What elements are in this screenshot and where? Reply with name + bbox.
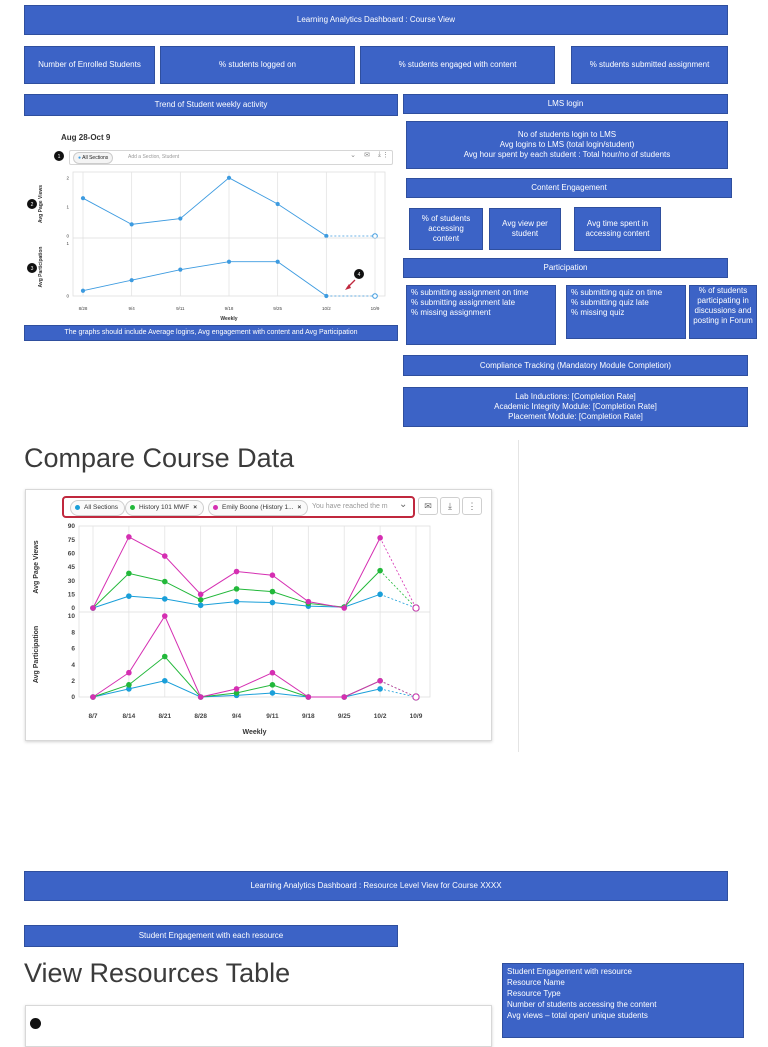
resources-table-title: View Resources Table (24, 958, 291, 988)
data-point (234, 686, 240, 692)
step-marker-label: 2 (30, 202, 34, 208)
data-point (126, 670, 132, 676)
data-point (234, 569, 240, 575)
y-tick-label: 90 (67, 523, 75, 531)
step-marker-label: 4 (357, 272, 361, 278)
assignment-line: % missing assignment (411, 308, 491, 317)
quiz-line: % submitting quiz late (571, 298, 649, 307)
y-tick-label: 8 (71, 629, 75, 637)
section-search-placeholder: Add a Section, Student (128, 154, 180, 160)
avg-view-label: Avg view per student (502, 219, 548, 238)
series-line (83, 262, 326, 296)
mail-icon[interactable]: ✉ (364, 152, 370, 159)
data-point (270, 589, 276, 595)
step-marker-label: 1 (57, 154, 61, 160)
compare-chart-card (25, 489, 492, 741)
chevron-down-icon[interactable]: ⌄ (350, 152, 356, 159)
data-point (81, 289, 85, 293)
mail-icon[interactable]: ✉ (418, 497, 438, 515)
x-tick-label: 9/4 (128, 306, 135, 311)
participation-header (403, 258, 728, 278)
x-tick-label: 10/2 (373, 713, 387, 720)
quiz-line: % submitting quiz on time (571, 288, 663, 297)
resource-list-item: Resource Type (507, 989, 561, 998)
y-axis-label: Avg Page Views (33, 540, 40, 594)
y-tick-label: 0 (71, 694, 75, 702)
more-options-icon[interactable]: ⋮ (462, 497, 482, 515)
dashboard-header (24, 5, 728, 35)
data-point (270, 690, 276, 696)
metric-engaged-label: % students engaged with content (398, 60, 517, 69)
assignment-line: % submitting assignment on time (411, 288, 529, 297)
data-point (270, 572, 276, 578)
y-tick-label: 0 (71, 605, 75, 613)
data-point (130, 222, 134, 226)
compliance-line: Lab Inductions: [Completion Rate] (515, 392, 636, 401)
data-point (377, 568, 383, 574)
x-tick-label: 8/14 (122, 713, 136, 720)
compliance-label: Compliance Tracking (Mandatory Module Completion) (479, 360, 672, 370)
x-tick-label: 10/2 (321, 306, 331, 311)
compare-course-title: Compare Course Data (24, 443, 295, 473)
participation-label: Participation (543, 263, 588, 272)
trend-label-text: Trend of Student weekly activity (154, 100, 268, 109)
x-tick-label: 10/9 (370, 306, 380, 311)
data-point (234, 599, 240, 605)
data-point (306, 694, 312, 700)
y-tick-label: 30 (67, 577, 75, 585)
projected-point (413, 694, 419, 700)
compliance-line: Placement Module: [Completion Rate] (508, 412, 643, 421)
data-point (270, 682, 276, 688)
projection-line (380, 594, 416, 608)
projection-line (380, 538, 416, 608)
content-engagement-header (406, 178, 732, 198)
resources-table-card (25, 1005, 492, 1047)
data-point (162, 613, 168, 619)
content-access-label: % of students accessing content (421, 214, 471, 243)
compare-search-placeholder: You have reached the m (312, 503, 388, 510)
compliance-details (403, 387, 748, 427)
x-axis-label: Weekly (220, 316, 238, 322)
y-tick-label: 1 (66, 240, 69, 246)
assignment-line: % submitting assignment late (411, 298, 516, 307)
data-point (198, 592, 204, 598)
y-tick-label: 0 (66, 293, 69, 299)
quiz-line: % missing quiz (571, 308, 625, 317)
data-point (162, 678, 168, 684)
resource-list-item: Number of students accessing the content (507, 1000, 657, 1009)
data-point (126, 534, 132, 540)
avg-view-box (489, 208, 561, 250)
projected-point (373, 294, 378, 299)
data-point (90, 605, 96, 611)
y-tick-label: 60 (67, 550, 75, 558)
data-point (178, 268, 182, 272)
lms-login-details (406, 121, 728, 169)
x-tick-label: 9/25 (337, 713, 351, 720)
y-tick-label: 15 (67, 591, 75, 599)
x-tick-label: 9/18 (224, 306, 234, 311)
data-point (270, 670, 276, 676)
student-engagement-text: Student Engagement with each resource (138, 931, 284, 940)
x-tick-label: 8/28 (78, 306, 88, 311)
x-tick-label: 9/18 (302, 713, 315, 720)
x-tick-label: 8/28 (194, 713, 207, 720)
resource-list-item: Avg views – total open/ unique students (507, 1011, 648, 1020)
data-point (126, 682, 132, 688)
data-point (162, 654, 168, 660)
data-point (198, 602, 204, 608)
chip-dot-icon: ● (78, 155, 82, 161)
data-point (198, 597, 204, 603)
data-point (162, 596, 168, 602)
resource-list-box (502, 963, 744, 1038)
y-tick-label: 0 (66, 233, 69, 239)
metric-submitted-label: % students submitted assignment (589, 60, 710, 69)
data-point (178, 216, 182, 220)
step-marker-label: 3 (30, 266, 34, 272)
projection-line (380, 681, 416, 697)
metric-logged-on (160, 46, 355, 84)
projected-point (413, 605, 419, 611)
x-tick-label: 9/11 (176, 306, 185, 311)
download-icon[interactable]: ⤓ (440, 497, 460, 515)
metric-enrolled (24, 46, 155, 84)
x-tick-label: 9/25 (273, 306, 283, 311)
data-point (306, 599, 312, 605)
close-icon[interactable]: × (297, 504, 302, 511)
data-point (234, 586, 240, 592)
data-point (162, 553, 168, 559)
discussion-box (689, 285, 757, 339)
compliance-header (403, 355, 748, 376)
section-filter[interactable] (69, 150, 393, 165)
graph-note (24, 325, 398, 341)
lms-login-line: Avg hour spent by each student : Total hour/no of students (463, 150, 671, 159)
metric-engaged (360, 46, 555, 84)
lms-login-line: Avg logins to LMS (total login/student) (499, 140, 635, 149)
chip-label: Emily Boone (History 1... (222, 504, 294, 511)
data-point (126, 593, 132, 599)
resource-list-item: Student Engagement with resource (507, 967, 632, 976)
more-options-icon[interactable]: ⋮ (382, 152, 389, 159)
lms-login-line: No of students login to LMS (517, 130, 617, 139)
x-axis-label: Weekly (242, 729, 267, 736)
lms-login-header (403, 94, 728, 114)
y-tick-label: 6 (71, 645, 75, 653)
content-access-box (409, 208, 483, 250)
trend-label (24, 94, 398, 116)
download-icon[interactable]: ⤓ (377, 151, 381, 158)
x-tick-label: 8/7 (88, 713, 98, 720)
y-tick-label: 10 (67, 613, 75, 621)
data-point (341, 694, 347, 700)
data-point (341, 605, 347, 611)
data-point (162, 579, 168, 585)
x-tick-label: 9/4 (232, 713, 242, 720)
sections-chip[interactable] (73, 152, 113, 164)
data-point (270, 600, 276, 606)
y-axis-label: Avg Participation (38, 246, 44, 288)
sections-chip-label: All Sections (82, 155, 109, 161)
close-icon[interactable]: × (193, 504, 197, 511)
compliance-line: Academic Integrity Module: [Completion Rate] (494, 402, 657, 411)
projection-line (380, 689, 416, 697)
data-point (90, 694, 96, 700)
data-point (130, 278, 134, 282)
series-line (83, 178, 326, 236)
chevron-down-icon[interactable]: ⌄ (399, 499, 408, 510)
y-tick-label: 75 (67, 536, 75, 544)
data-point (126, 571, 132, 577)
data-point (227, 176, 231, 180)
x-tick-label: 9/11 (266, 713, 279, 720)
section-divider (518, 440, 519, 752)
avg-time-box (574, 207, 661, 251)
data-point (276, 202, 280, 206)
metric-logged-on-label: % students logged on (219, 60, 296, 69)
y-tick-label: 45 (67, 564, 75, 572)
content-engagement-label: Content Engagement (531, 183, 607, 192)
quiz-box (566, 285, 686, 339)
discussion-label: % of students participating in discussions and posting in Forum (693, 286, 753, 325)
y-tick-label: 2 (71, 677, 75, 685)
data-point (227, 260, 231, 264)
metric-submitted (571, 46, 728, 84)
data-point (276, 260, 280, 264)
metric-enrolled-label: Number of Enrolled Students (38, 60, 141, 69)
student-engagement-label (24, 925, 398, 947)
chip-label: History 101 MWF (139, 504, 190, 511)
y-tick-label: 4 (71, 661, 75, 669)
chart-title: Aug 28-Oct 9 (61, 133, 111, 142)
y-tick-label: 1 (66, 204, 69, 210)
y-axis-label: Avg Participation (33, 625, 40, 684)
plot-frame (79, 526, 430, 697)
resource-view-title: Learning Analytics Dashboard : Resource Level View for Course XXXX (250, 881, 502, 890)
chip-label: All Sections (84, 504, 118, 511)
x-tick-label: 10/9 (409, 713, 423, 720)
lms-login-label: LMS login (547, 99, 584, 108)
graph-note-text: The graphs should include Average logins, Avg engagement with content and Avg Participation (64, 329, 358, 336)
resource-list-item: Resource Name (507, 978, 565, 987)
data-point (81, 196, 85, 200)
avg-time-label: Avg time spent in accessing content (585, 219, 650, 238)
y-tick-label: 2 (66, 175, 69, 181)
x-tick-label: 8/21 (158, 713, 172, 720)
projection-line (380, 571, 416, 608)
dashboard-header-title: Learning Analytics Dashboard : Course View (296, 15, 456, 24)
resource-view-header (24, 871, 728, 901)
y-axis-label: Avg Page Views (38, 184, 44, 224)
data-point (198, 694, 204, 700)
compare-chart-svg (26, 490, 491, 740)
weekly-activity-chart (24, 124, 398, 324)
assignment-box (406, 285, 556, 345)
